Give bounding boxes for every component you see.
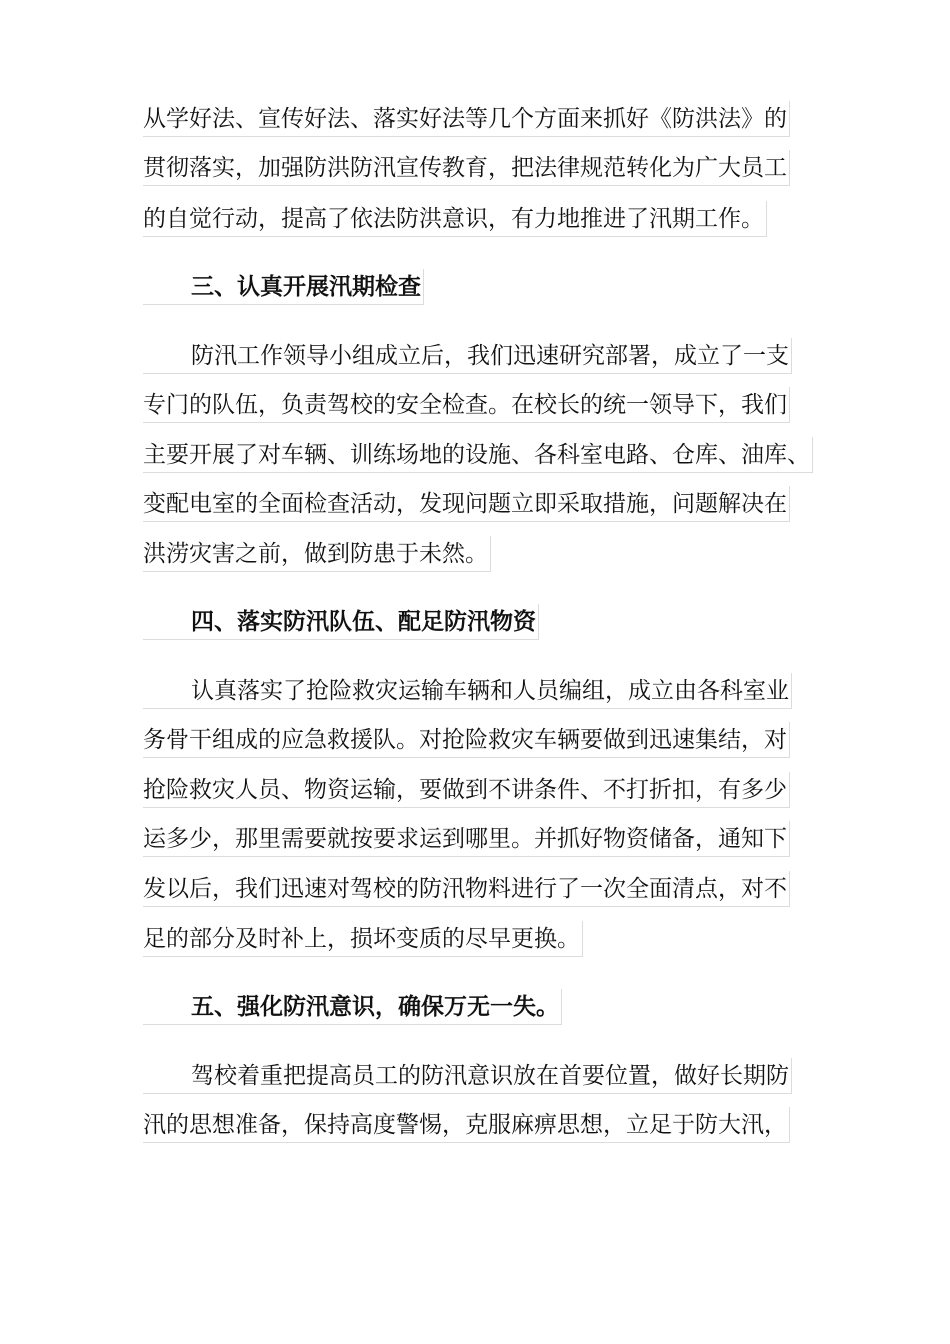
- paragraph-line: 运多少，那里需要就按要求运到哪里。并抓好物资储备，通知下: [143, 821, 790, 857]
- paragraph-line: 专门的队伍，负责驾校的安全检查。在校长的统一领导下，我们: [143, 387, 790, 423]
- paragraph-line: 认真落实了抢险救灾运输车辆和人员编组，成立由各科室业: [143, 673, 792, 709]
- paragraph-line: 汛的思想准备，保持高度警惕，克服麻痹思想，立足于防大汛，: [143, 1107, 790, 1143]
- paragraph-line: 防汛工作领导小组成立后，我们迅速研究部署，成立了一支: [143, 338, 792, 374]
- paragraph-line: 发以后，我们迅速对驾校的防汛物料进行了一次全面清点，对不: [143, 871, 790, 907]
- paragraph-line: 驾校着重把提高员工的防汛意识放在首要位置，做好长期防: [143, 1058, 792, 1094]
- paragraph-line: 的自觉行动，提高了依法防洪意识，有力地推进了汛期工作。: [143, 201, 767, 237]
- paragraph-line: 从学好法、宣传好法、落实好法等几个方面来抓好《防洪法》的: [143, 101, 790, 137]
- section-heading-5: 五、强化防汛意识，确保万无一失。: [143, 989, 562, 1025]
- paragraph-line: 变配电室的全面检查活动，发现问题立即采取措施，问题解决在: [143, 486, 790, 522]
- paragraph-line: 主要开展了对车辆、训练场地的设施、各科室电路、仓库、油库、: [143, 437, 813, 473]
- section-heading-4: 四、落实防汛队伍、配足防汛物资: [143, 604, 539, 640]
- paragraph-line: 务骨干组成的应急救援队。对抢险救灾车辆要做到迅速集结，对: [143, 722, 790, 758]
- paragraph-line: 足的部分及时补上，损坏变质的尽早更换。: [143, 921, 583, 957]
- paragraph-line: 抢险救灾人员、物资运输，要做到不讲条件、不打折扣，有多少: [143, 772, 790, 808]
- section-heading-3: 三、认真开展汛期检查: [143, 269, 424, 305]
- paragraph-line: 洪涝灾害之前，做到防患于未然。: [143, 536, 491, 572]
- paragraph-line: 贯彻落实，加强防洪防汛宣传教育，把法律规范转化为广大员工: [143, 150, 790, 186]
